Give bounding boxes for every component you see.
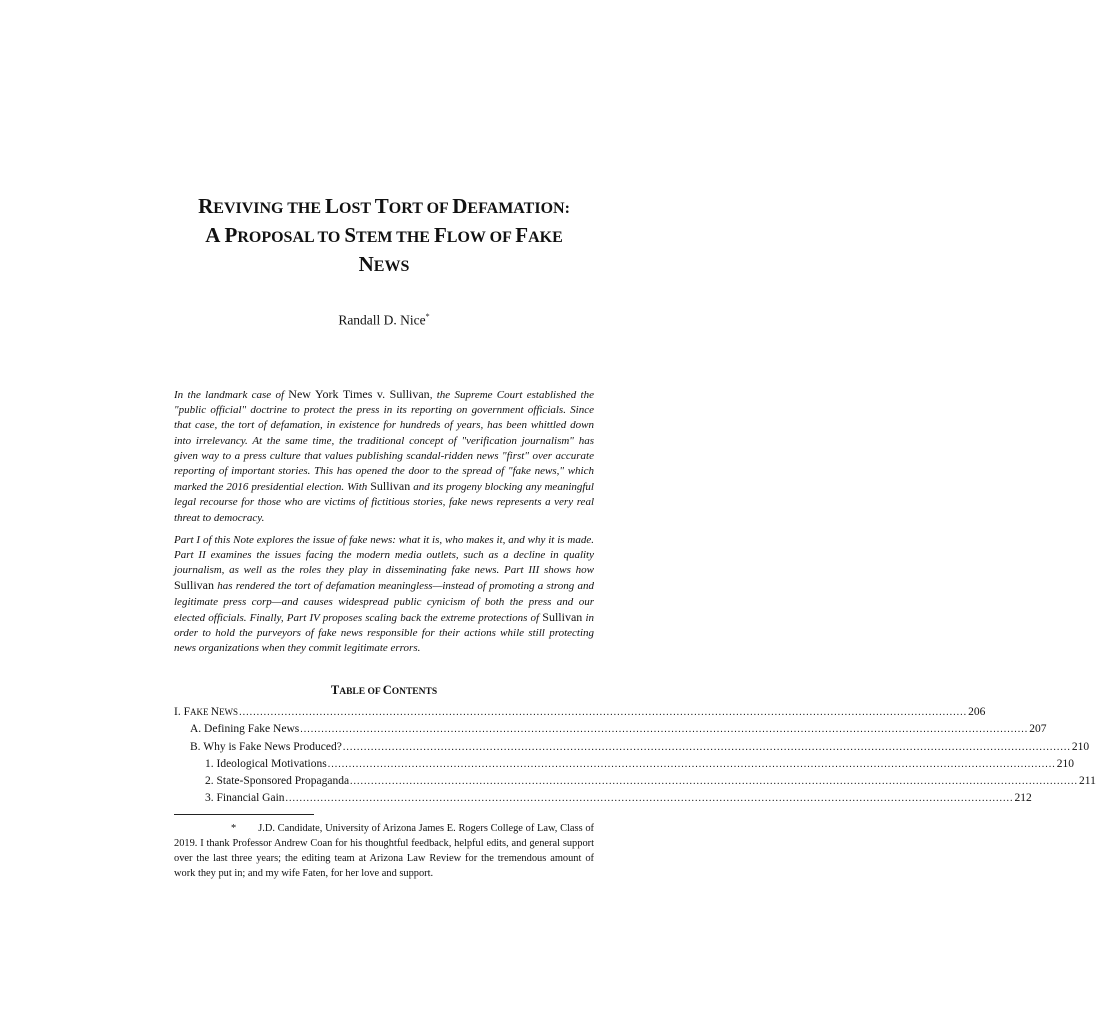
title-text: EVIVING THE xyxy=(213,200,325,217)
toc-page-number: 211 xyxy=(1079,775,1096,788)
toc-heading xyxy=(174,683,594,698)
footnote-text: J.D. Candidate, University of Arizona James E. Rogers College of Law, Class of 2019. I thank Professor Andrew Coan for his thoughtful feedback, helpful edits, and general support over the last three years; the editing team at Arizona Law Review for the tremendous amount of work they put in; and my wife Faten, for her love and support. xyxy=(174,823,594,879)
title-text: N xyxy=(358,252,374,276)
toc-heading-text: ABLE OF xyxy=(339,687,383,697)
table-of-contents xyxy=(174,704,1096,808)
toc-entry[interactable] xyxy=(174,721,1047,738)
toc-page-number: 210 xyxy=(1056,757,1074,770)
toc-entry-label xyxy=(174,704,238,720)
title-text: L xyxy=(325,194,340,218)
case-name: Sullivan xyxy=(542,609,583,624)
toc-heading-text: T xyxy=(330,683,340,697)
toc-leader: ................................................................................................................................................................................................................ xyxy=(342,741,1071,753)
abstract-text: Part I of this Note explores the issue of fake news: what it is, who makes it, and why it is made. Part II examines the issues facing the modern media outlets, such as a decline in quality journalism, as well as the roles they play in disseminating fake news. Part III shows how xyxy=(174,533,594,577)
title-text: F xyxy=(515,223,529,247)
title-text: ROPOSAL TO xyxy=(237,229,345,246)
title-text: D xyxy=(452,194,468,218)
title-line-1 xyxy=(150,193,618,222)
toc-entry-text: AKE xyxy=(190,707,211,717)
toc-leader: ................................................................................................................................................................................................................ xyxy=(300,724,1029,736)
footnote-paragraph xyxy=(174,821,594,881)
case-name: New York Times v. Sullivan xyxy=(288,387,430,401)
title-text: P xyxy=(224,223,238,247)
case-name: Sullivan xyxy=(174,578,215,593)
toc-entry[interactable] xyxy=(174,739,1090,756)
abstract xyxy=(174,387,594,663)
toc-entry-label: B. Why is Fake News Produced? xyxy=(190,740,342,753)
title-text: R xyxy=(198,194,214,218)
title-text: F xyxy=(433,223,447,247)
toc-page-number: 210 xyxy=(1071,740,1090,753)
title-text: S xyxy=(344,223,357,247)
title-text: T xyxy=(374,194,389,218)
title-text: A xyxy=(205,223,225,247)
footnote-mark: * xyxy=(231,823,237,834)
toc-entry-text: I. xyxy=(174,706,184,718)
title-text: EWS xyxy=(373,258,410,275)
abstract-paragraph-2 xyxy=(174,533,594,657)
case-name: Sullivan xyxy=(370,479,411,494)
title-line-2 xyxy=(150,222,618,251)
toc-entry[interactable] xyxy=(174,773,1096,790)
title-text: ORT OF xyxy=(388,200,453,217)
toc-leader: ................................................................................................................................................................................................................ xyxy=(239,707,968,718)
toc-entry-label: 2. State-Sponsored Propaganda xyxy=(205,775,350,788)
toc-heading-text: C xyxy=(382,683,392,697)
toc-entry-text: N xyxy=(210,706,220,718)
author-byline xyxy=(174,312,594,329)
title-text: EFAMATION: xyxy=(467,200,570,217)
toc-heading-text: ONTENTS xyxy=(391,687,438,697)
toc-entry[interactable] xyxy=(174,756,1074,773)
abstract-paragraph-1 xyxy=(174,387,594,526)
toc-entry-text: EWS xyxy=(219,707,239,717)
toc-page-number: 212 xyxy=(1014,792,1032,805)
title-line-3 xyxy=(150,251,618,280)
title-text: TEM THE xyxy=(356,229,434,246)
toc-entry-text: F xyxy=(183,706,190,718)
toc-leader: ................................................................................................................................................................................................................ xyxy=(285,793,1014,805)
abstract-text: in order to hold the purveyors of fake news responsible for their actions while still protecting news organizations when they commit legitimate errors. xyxy=(174,611,594,655)
title-text: LOW OF xyxy=(446,229,516,246)
toc-entry-label: A. Defining Fake News xyxy=(190,723,300,736)
article-title xyxy=(150,193,618,280)
toc-entry-label: 3. Financial Gain xyxy=(205,792,285,805)
author-footnote-mark[interactable]: * xyxy=(425,312,430,321)
abstract-text: In the landmark case of xyxy=(174,389,289,401)
toc-leader: ................................................................................................................................................................................................................ xyxy=(350,776,1079,788)
abstract-text: , the Supreme Court established the "public official" doctrine to protect the press in its reporting on government officials. Since that case, the tort of defamation, in existence for hundreds of years, has been whittled down into irrelevancy. At the same time, the traditional concept of "verification journalism" has given way to a press culture that values publishing scandal-ridden news "first" over accurate reporting of important stories. This has opened the door to the spread of "fake news," which marked the 2016 presidential election. With xyxy=(174,389,594,494)
footnote xyxy=(174,821,594,881)
toc-entry-label: 1. Ideological Motivations xyxy=(205,757,327,770)
toc-page-number: 207 xyxy=(1029,723,1047,736)
toc-page-number: 206 xyxy=(968,706,986,718)
abstract-text: has rendered the tort of defamation meaningless—instead of promoting a strong and legitimate press corp—and causes widespread public cynicism of both the press and our elected officials. Finally, Part IV proposes scaling back the extreme protections of xyxy=(174,580,594,624)
title-text: AKE xyxy=(528,229,563,246)
toc-leader: ................................................................................................................................................................................................................ xyxy=(327,758,1056,770)
abstract-text: and its progeny blocking any meaningful legal recourse for those who are victims of fictitious stories, fake news represents a very real threat to democracy. xyxy=(174,481,594,524)
toc-entry[interactable] xyxy=(174,790,1032,807)
title-text: OST xyxy=(339,200,375,217)
author-name: Randall D. Nice xyxy=(338,312,426,328)
footnote-divider xyxy=(174,814,314,815)
toc-entry[interactable] xyxy=(174,704,986,721)
